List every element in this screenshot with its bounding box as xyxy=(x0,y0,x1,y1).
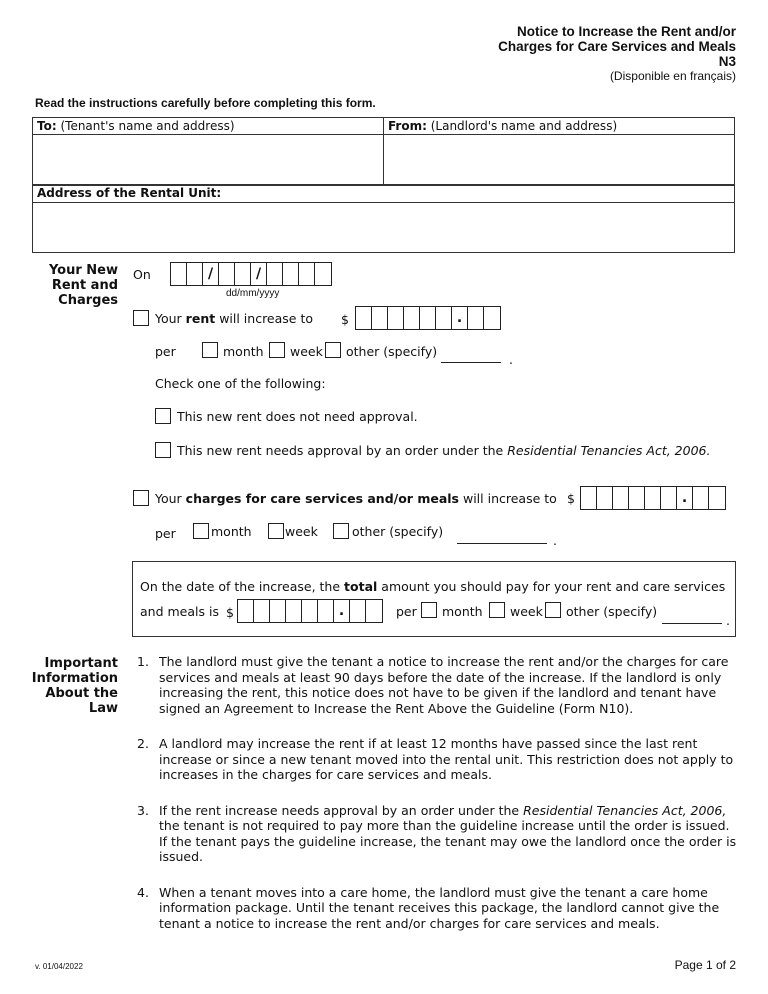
total-intro-text: On the date of the increase, the total amount you should pay for your rent and care services xyxy=(140,579,726,594)
total-amount-box xyxy=(132,561,736,637)
charges-per-week-checkbox[interactable] xyxy=(268,523,284,539)
from-label: From: xyxy=(388,119,427,133)
total-week-label: week xyxy=(510,604,543,619)
section-label-new-rent: Your New Rent and Charges xyxy=(48,263,118,308)
version-label: v. 01/04/2022 xyxy=(35,962,83,971)
page-number: Page 1 of 2 xyxy=(674,958,736,972)
charges-month-label: month xyxy=(211,524,252,539)
no-approval-checkbox[interactable] xyxy=(155,408,171,424)
charges-dollar-sign: $ xyxy=(567,491,575,506)
rent-increase-checkbox[interactable] xyxy=(133,310,149,326)
total-amount-input[interactable]: . xyxy=(237,599,383,623)
list-item: 4. When a tenant moves into a care home, the landlord must give the tenant a care home information package. Until the tenant receives this package, the landlord cannot give the tenant a notice to increase the rent and/or charges for care services and meals. xyxy=(137,884,720,931)
rent-per-month-checkbox[interactable] xyxy=(202,342,218,358)
french-availability: (Disponible en français) xyxy=(609,69,736,83)
info-list xyxy=(137,654,737,931)
no-approval-label: This new rent does not need approval. xyxy=(177,409,418,424)
total-per-week-checkbox[interactable] xyxy=(489,602,505,618)
charges-amount-input[interactable]: . xyxy=(580,486,726,510)
list-item: 2. A landlord may increase the rent if at least 12 months have passed since the last rent increase or since a new tenant moved into the rental unit. This restriction does not apply to increases in the charges for care services and meals. xyxy=(137,736,734,782)
charges-per-label: per xyxy=(155,526,176,541)
date-format-hint: dd/mm/yyyy xyxy=(226,288,280,299)
on-label: On xyxy=(133,267,151,282)
rental-address-box[interactable] xyxy=(32,184,735,253)
to-hint: (Tenant's name and address) xyxy=(60,119,235,133)
rent-increase-label: Your rent will increase to xyxy=(155,311,314,326)
rent-week-label: week xyxy=(290,344,323,359)
charges-increase-label: Your charges for care services and/or meals will increase to xyxy=(155,491,557,506)
charges-per-month-checkbox[interactable] xyxy=(193,523,209,539)
from-hint: (Landlord's name and address) xyxy=(430,119,618,133)
charges-increase-checkbox[interactable] xyxy=(133,490,149,506)
form-header xyxy=(498,24,736,84)
total-per-label: per xyxy=(396,604,417,619)
total-per-month-checkbox[interactable] xyxy=(421,602,437,618)
rent-per-other-checkbox[interactable] xyxy=(325,342,341,358)
rental-address-label: Address of the Rental Unit: xyxy=(37,186,222,200)
total-dollar-sign: $ xyxy=(226,605,234,620)
to-label: To: xyxy=(37,119,57,133)
total-other-label: other (specify) xyxy=(566,604,658,619)
charges-other-label: other (specify) xyxy=(352,524,444,539)
list-item: 3. If the rent increase needs approval by an order under the Residential Tenancies Act, 2006, the tenant is not required to pay more than the guideline increase until the order is issued. If the tenant pays the guideline increase, the tenant may owe the landlord once the order is issued. xyxy=(137,802,737,864)
rent-other-label: other (specify) xyxy=(346,344,438,359)
needs-approval-label: This new rent needs approval by an order under the Residential Tenancies Act, 2006. xyxy=(177,443,711,458)
list-item: 1. The landlord must give the tenant a notice to increase the rent and/or the charges for care services and meals at least 90 days before the date of the increase. If the landlord is only increasing the rent, this notice does not have to be given if the landlord and tenant have signed an Agreement to Increase the Rent Above the Guideline (Form N10). xyxy=(137,654,729,716)
instructions-text: Read the instructions carefully before completing this form. xyxy=(35,96,376,110)
increase-date-input[interactable]: / / xyxy=(170,262,332,286)
charges-per-other-checkbox[interactable] xyxy=(333,523,349,539)
charges-other-specify-field[interactable] xyxy=(457,543,547,544)
rent-month-label: month xyxy=(223,344,264,359)
rent-dollar-sign: $ xyxy=(341,312,349,327)
rent-other-specify-field[interactable] xyxy=(441,362,501,363)
section-label-important-info: Important Information About the Law xyxy=(31,656,118,716)
form-code: N3 xyxy=(718,54,736,69)
charges-week-label: week xyxy=(285,524,318,539)
to-box[interactable] xyxy=(32,117,384,186)
total-per-other-checkbox[interactable] xyxy=(545,602,561,618)
rent-amount-input[interactable]: . xyxy=(355,306,501,330)
total-other-specify-field[interactable] xyxy=(662,623,722,624)
rent-per-label: per xyxy=(155,344,176,359)
form-title-line-2: Charges for Care Services and Meals xyxy=(498,39,736,54)
total-line2-text: and meals is xyxy=(140,604,219,619)
total-month-label: month xyxy=(442,604,483,619)
rent-per-week-checkbox[interactable] xyxy=(269,342,285,358)
form-title-line-1: Notice to Increase the Rent and/or xyxy=(516,24,736,39)
from-box[interactable] xyxy=(383,117,735,186)
needs-approval-checkbox[interactable] xyxy=(155,442,171,458)
check-one-label: Check one of the following: xyxy=(155,376,326,391)
